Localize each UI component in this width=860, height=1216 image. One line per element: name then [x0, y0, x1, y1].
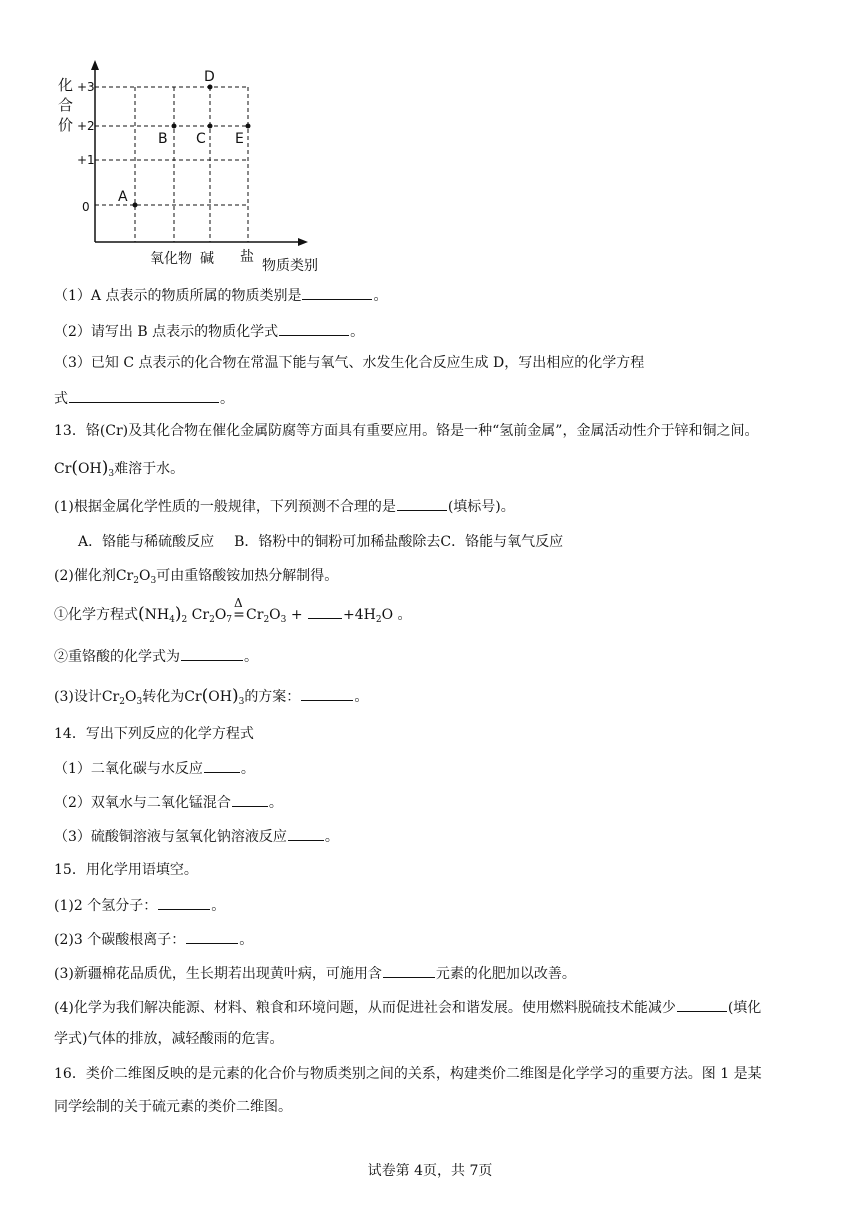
q13-options	[78, 532, 563, 552]
point-e	[246, 124, 251, 129]
q15-part2: (2)3 个碳酸根离子： 。	[54, 929, 253, 950]
q13-intro: 13．铬(Cr)及其化合物在催化金属防腐等方面具有重要应用。铬是一种“氢前金属”，金属活动性介于锌和铜之间。	[54, 423, 759, 439]
answer-blank[interactable]	[301, 686, 353, 701]
answer-blank[interactable]	[288, 826, 324, 841]
answer-blank[interactable]	[69, 388, 219, 403]
answer-blank[interactable]	[232, 792, 268, 807]
point-d	[208, 85, 213, 90]
q15-part4-cont: 学式)气体的排放，减轻酸雨的危害。	[54, 1031, 284, 1047]
point-c-label: C	[196, 131, 206, 147]
q13-sub2: (2)催化剂$Cr_2O_3$可由重铬酸铵加热分解制得。	[54, 568, 339, 586]
y-label-2: 合	[58, 96, 74, 114]
answer-blank[interactable]	[308, 604, 342, 619]
q13-sub1: (1)根据金属化学性质的一般规律，下列预测不合理的是 (填标号)。	[54, 496, 515, 517]
answer-blank[interactable]	[181, 646, 243, 661]
q14-part3: （3）硫酸铜溶液与氢氧化钠溶液反应 。	[54, 826, 339, 847]
formula-cr2o3: $Cr_2O_3$	[115, 568, 157, 586]
option-b: B．铬粉中的铜粉可加稀盐酸除去	[234, 534, 441, 550]
answer-blank[interactable]	[279, 321, 349, 336]
formula-nh4-2-cr2o7: $(NH_4)_2$ $Cr_2O_7$	[138, 604, 233, 625]
valence-category-chart	[50, 60, 390, 280]
point-b-label: B	[158, 131, 168, 147]
formula-cr-oh-3: $Cr(OH)_3$	[54, 458, 115, 479]
q15-part1: (1)2 个氢分子： 。	[54, 895, 225, 916]
page-footer: 试卷第 4页，共 7页	[367, 1163, 493, 1179]
formula-cr2o3-s3: $Cr_2O_3$	[101, 689, 143, 707]
q12-part2: （2）请写出 B 点表示的物质化学式 。	[54, 321, 364, 342]
q14-part1: （1）二氧化碳与水反应 。	[54, 758, 255, 779]
answer-blank[interactable]	[397, 496, 447, 511]
q15-intro: 15．用化学用语填空。	[54, 862, 198, 878]
x-label-oxide: 氧化物	[150, 251, 192, 267]
q12-part3-cont: 式 。	[54, 388, 234, 409]
y-label-3: 价	[58, 116, 74, 134]
y-tick-0: 0	[82, 200, 90, 214]
point-e-label: E	[235, 131, 244, 147]
point-a	[133, 203, 138, 208]
y-axis-arrow	[91, 60, 99, 70]
point-b	[172, 124, 177, 129]
q14-part2: （2）双氧水与二氧化锰混合 。	[54, 792, 283, 813]
point-d-label: D	[204, 69, 215, 85]
y-tick-3: +3	[77, 80, 95, 94]
answer-blank[interactable]	[677, 997, 727, 1012]
q13-intro2: $Cr(OH)_3$难溶于水。	[54, 458, 185, 479]
q15-part3: (3)新疆棉花品质优，生长期若出现黄叶病，可施用含 元素的化肥加以改善。	[54, 963, 576, 984]
q16-line1: 16．类价二维图反映的是元素的化合价与物质类别之间的关系，构建类价二维图是化学学习的重要方法。图 1 是某	[54, 1066, 762, 1082]
y-label-1: 化	[58, 76, 74, 94]
answer-blank[interactable]	[383, 963, 435, 978]
formula-cr-oh-3-s3: $Cr(OH)_3$	[184, 686, 245, 707]
formula-cr2o3-product: $Cr_2O_3$ +	[246, 607, 308, 625]
answer-blank[interactable]	[158, 895, 210, 910]
answer-blank[interactable]	[186, 929, 238, 944]
y-tick-2: +2	[77, 119, 95, 133]
answer-blank[interactable]	[204, 758, 240, 773]
x-axis-title: 物质类别	[262, 258, 318, 274]
x-axis-arrow	[298, 238, 308, 246]
x-label-salt: 盐	[240, 249, 254, 265]
q13-sub3: (3)设计$Cr_2O_3$转化为$Cr(OH)_3$的方案： 。	[54, 686, 369, 707]
q12-part1: （1）A 点表示的物质所属的物质类别是 。	[54, 285, 387, 306]
answer-blank[interactable]	[302, 285, 372, 300]
option-a: A．铬能与稀硫酸反应	[78, 534, 215, 550]
point-c	[208, 124, 213, 129]
q15-part4: (4)化学为我们解决能源、材料、粮食和环境问题，从而促进社会和谐发展。使用燃料脱硫技术能减少 (填化	[54, 997, 761, 1018]
x-label-base: 碱	[200, 251, 214, 267]
q12-part3: （3）已知 C 点表示的化合物在常温下能与氧气、水发生化合反应生成 D，写出相应的化学方程	[54, 355, 645, 371]
q13-equation: ①化学方程式$(NH_4)_2$ $Cr_2O_7$ Δ $=Cr_2O_3 + +4H_2O$ 。	[54, 596, 412, 625]
point-a-label: A	[118, 189, 128, 205]
heat-arrow: Δ =	[233, 596, 245, 623]
y-tick-1: +1	[77, 153, 95, 167]
q13-formula: ②重铬酸的化学式为 。	[54, 646, 258, 667]
q16-line2: 同学绘制的关于硫元素的类价二维图。	[54, 1099, 292, 1115]
option-c: C．铬能与氧气反应	[440, 534, 564, 550]
q14-intro: 14．写出下列反应的化学方程式	[54, 726, 254, 742]
